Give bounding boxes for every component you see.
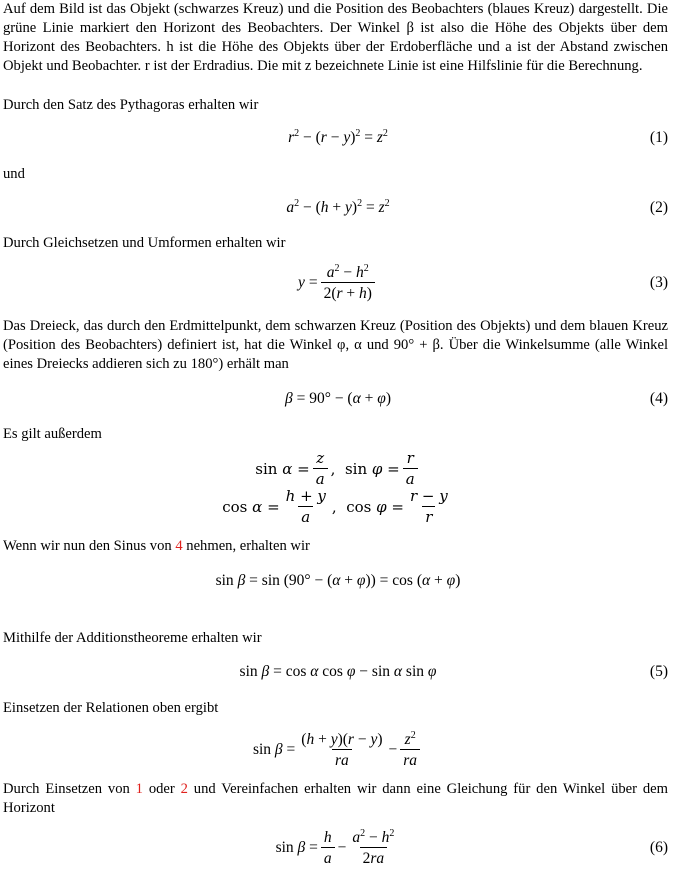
equation-number-5: (5) — [649, 663, 668, 680]
equation-3: y = $\frac{a^2 - h^2}{2(r + h)}$ (3) — [298, 263, 668, 302]
equation-reference-4[interactable]: 4 — [175, 538, 183, 554]
es-gilt-paragraph: Es gilt außerdem — [3, 426, 102, 442]
gleichsetzen-paragraph: Durch Gleichsetzen und Umformen erhalten wir — [3, 235, 286, 251]
equation-2: $a^2 - (h + y)^2 = z^2$ (2) — [286, 198, 668, 216]
equation-reference-2[interactable]: 2 — [180, 781, 188, 797]
additionstheoreme-paragraph: Mithilfe der Additionstheoreme erhalten wir — [3, 630, 262, 646]
und-paragraph: und — [3, 166, 25, 182]
equation-1: $r^2 - (r - y)^2 = z^2$ (1) — [288, 128, 668, 146]
equation-sin-beta: sin β = sin (90° − (α + φ)) = cos (α + φ) — [215, 572, 461, 589]
equation-number-4: (4) — [649, 390, 668, 407]
sinus-paragraph: Wenn wir nun den Sinus von 4 nehmen, erhalten wir — [3, 538, 310, 554]
equation-5: sin β = cos α cos φ − sin α sin φ (5) — [239, 663, 668, 680]
pythagoras-paragraph: Durch den Satz des Pythagoras erhalten wir — [3, 97, 259, 113]
equation-substituted: sin β = $\frac{(h + y)(r - y)}{ra}$ − $\frac{z^2}{ra}$ — [0, 726, 676, 774]
intro-paragraph: Auf dem Bild ist das Objekt (schwarzes Kreuz) und die Position des Beobachters (blaues Kreuz) dargestellt. Die grüne Linie markiert den Horizont des Beobachters. Der Winkel β ist also die Höhe des Objekts über dem Horizont des Beobachters. h ist die Höhe des Objekts über der Erdoberfläche und a ist der Abstand zwischen Objekt und Beobachter. r ist der Erdradius. Die mit z bezeichnete Linie ist eine Hilfslinie für die Berechnung. — [3, 1, 668, 74]
equation-number-6: (6) — [649, 839, 668, 856]
equation-number-2: (2) — [649, 199, 668, 216]
equation-6: sin β = $\frac{h}{a}$ − $\frac{a^2 - h^2}{2ra}$ (6) — [275, 828, 668, 867]
equation-4: β = 90° − (α + φ) (4) — [285, 390, 668, 407]
einsetzen-paragraph: Einsetzen der Relationen oben ergibt — [3, 700, 219, 716]
relations-block: sin α = $\frac{z}{a}$ , sin φ = $\frac{r}{a}$ cos α = $\frac{h + y}{a}$ , cos φ = $\frac{r - y}{r}$ — [222, 449, 448, 526]
equation-reference-1[interactable]: 1 — [135, 781, 143, 797]
equation-number-3: (3) — [649, 274, 668, 291]
dreieck-paragraph: Das Dreieck, das durch den Erdmittelpunkt, dem schwarzen Kreuz (Position des Objekts) und dem blauen Kreuz (Position des Beobachters) definiert ist, hat die Winkel φ, α und 90° + β. Über die Winkelsumme (alle Winkel eines Dreiecks addieren sich zu 180°) erhält man — [3, 318, 668, 372]
equation-number-1: (1) — [649, 129, 668, 146]
final-paragraph: Durch Einsetzen von 1 oder 2 und Vereinfachen erhalten wir dann eine Gleichung für den Winkel über dem Horizont — [3, 781, 668, 816]
